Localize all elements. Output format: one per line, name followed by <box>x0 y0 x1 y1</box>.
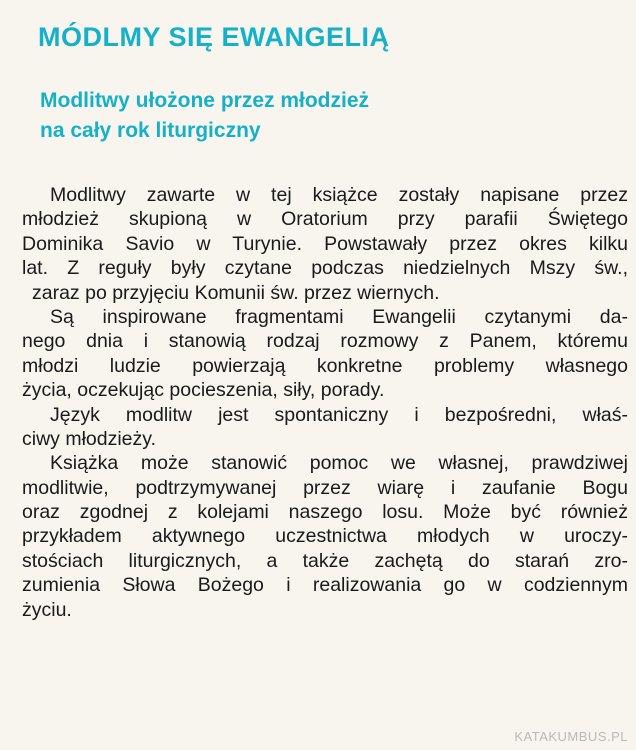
text-line: Książka może stanowić pomoc we własnej, prawdziwej <box>50 452 628 475</box>
text-line: życia, oczekując pocieszenia, siły, porady. <box>22 379 385 402</box>
text-line: ciwy młodzieży. <box>22 427 156 450</box>
text-line: modlitwie, podtrzymywanej przez wiarę i zaufanie Bogu <box>22 476 628 499</box>
watermark: KATAKUMBUS.PL <box>514 729 628 744</box>
text-line: życiu. <box>22 598 72 621</box>
subtitle-line-1: Modlitwy ułożone przez młodzież <box>40 89 370 112</box>
subtitle-line-2: na cały rok liturgiczny <box>40 119 261 142</box>
paragraph-2 <box>22 305 628 403</box>
page-subtitle <box>40 86 369 146</box>
body-text <box>22 183 628 622</box>
text-line: zaraz po przyjęciu Komunii św. przez wiernych. <box>32 281 440 304</box>
text-line: zumienia Słowa Bożego i realizowania go w codziennym <box>22 574 628 597</box>
text-line: oraz zgodnej z kolejami naszego losu. Może być również <box>22 501 628 524</box>
text-line: stościach liturgicznych, a także zachętą do starań zro- <box>22 549 628 572</box>
text-line: Są inspirowane fragmentami Ewangelii czytanymi da- <box>50 305 628 328</box>
text-line: nego dnia i stanowią rodzaj rozmowy z Panem, któremu <box>22 330 628 353</box>
text-line: Język modlitw jest spontaniczny i bezpośredni, właś- <box>50 403 628 426</box>
text-line: Dominika Savio w Turynie. Powstawały przez okres kilku <box>22 232 628 255</box>
text-line: przykładem aktywnego uczestnictwa młodych w uroczy- <box>22 525 628 548</box>
text-line: lat. Z reguły były czytane podczas niedzielnych Mszy św., <box>22 257 628 280</box>
paragraph-4 <box>22 451 628 622</box>
paragraph-1 <box>22 183 628 305</box>
text-line: młodzież skupioną w Oratorium przy parafii Świętego <box>22 208 628 231</box>
page-title: MÓDLMY SIĘ EWANGELIĄ <box>38 22 390 52</box>
paragraph-3 <box>22 403 628 452</box>
text-line: Modlitwy zawarte w tej książce zostały napisane przez <box>50 184 628 206</box>
text-line: młodzi ludzie powierzają konkretne problemy własnego <box>22 354 628 377</box>
